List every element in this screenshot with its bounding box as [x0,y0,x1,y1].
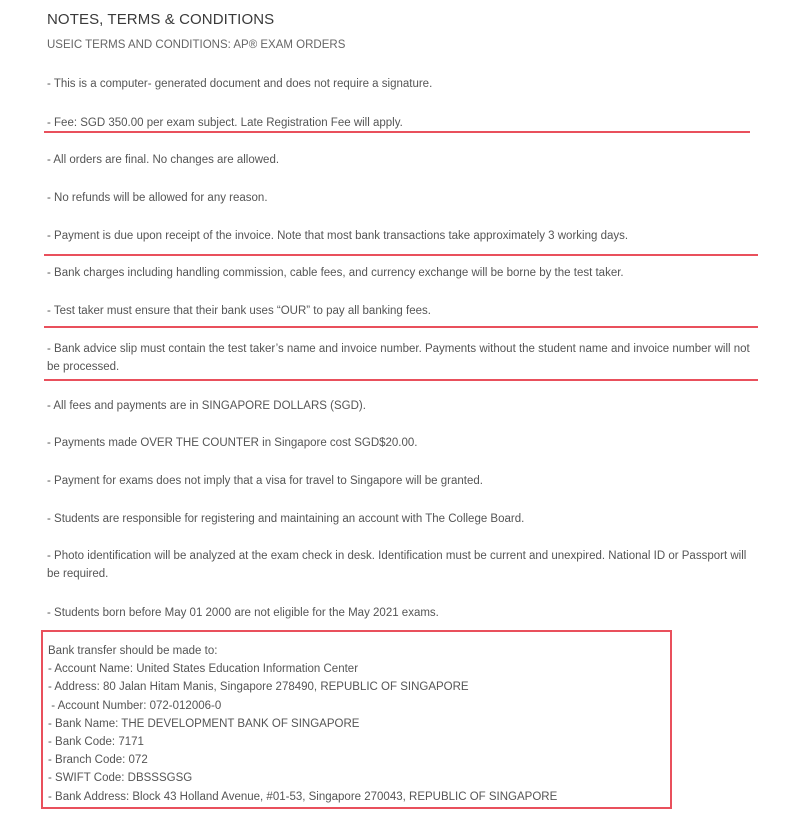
branch-code: - Branch Code: 072 [48,754,148,767]
note-item-bank-charges: - Bank charges including handling commission, cable fees, and currency exchange will be borne by the test taker. [47,267,624,279]
note-item-fee: - Fee: SGD 350.00 per exam subject. Late Registration Fee will apply. [47,117,403,129]
note-item: - Payments made OVER THE COUNTER in Singapore cost SGD$20.00. [47,437,418,449]
note-item-our-fees: - Test taker must ensure that their bank uses “OUR” to pay all banking fees. [47,305,431,317]
page-subtitle: USEIC TERMS AND CONDITIONS: AP® EXAM ORDERS [47,39,346,51]
highlight-underline [44,131,750,133]
bank-name: - Bank Name: THE DEVELOPMENT BANK OF SINGAPORE [48,717,360,730]
note-item-bank-advice: - Bank advice slip must contain the test taker’s name and invoice number. Payments without the student name and invoice number will not be processed. [47,343,750,373]
highlight-underline [44,326,758,328]
bank-account-number: - Account Number: 072-012006-0 [48,699,222,712]
bank-address: - Bank Address: Block 43 Holland Avenue, #01-53, Singapore 270043, REPUBLIC OF SINGAPORE [48,790,558,803]
bank-address-line: - Address: 80 Jalan Hitam Manis, Singapore 278490, REPUBLIC OF SINGAPORE [48,681,469,694]
note-item: - Students are responsible for registering and maintaining an account with The College Board. [47,513,525,525]
bank-heading: Bank transfer should be made to: [48,645,218,657]
note-item: - Students born before May 01 2000 are not eligible for the May 2021 exams. [47,607,439,619]
note-item: - All orders are final. No changes are allowed. [47,154,280,166]
highlight-underline [44,379,758,381]
highlight-underline [44,254,758,256]
note-item: - This is a computer- generated document and does not require a signature. [47,78,433,90]
bank-code: - Bank Code: 7171 [48,736,144,749]
swift-code: - SWIFT Code: DBSSSGSG [48,772,193,785]
note-item: - All fees and payments are in SINGAPORE DOLLARS (SGD). [47,400,366,412]
note-item: - Photo identification will be analyzed at the exam check in desk. Identification must be current and unexpired. National ID or Passport will be required. [47,550,747,580]
note-item: - No refunds will be allowed for any reason. [47,192,268,204]
note-item: - Payment for exams does not imply that a visa for travel to Singapore will be granted. [47,475,483,487]
bank-account-name: - Account Name: United States Education Information Center [48,663,359,676]
note-item-payment-due: - Payment is due upon receipt of the invoice. Note that most bank transactions take approximately 3 working days. [47,230,629,242]
page-title: NOTES, TERMS & CONDITIONS [47,11,275,28]
bank-details-box [41,630,672,809]
